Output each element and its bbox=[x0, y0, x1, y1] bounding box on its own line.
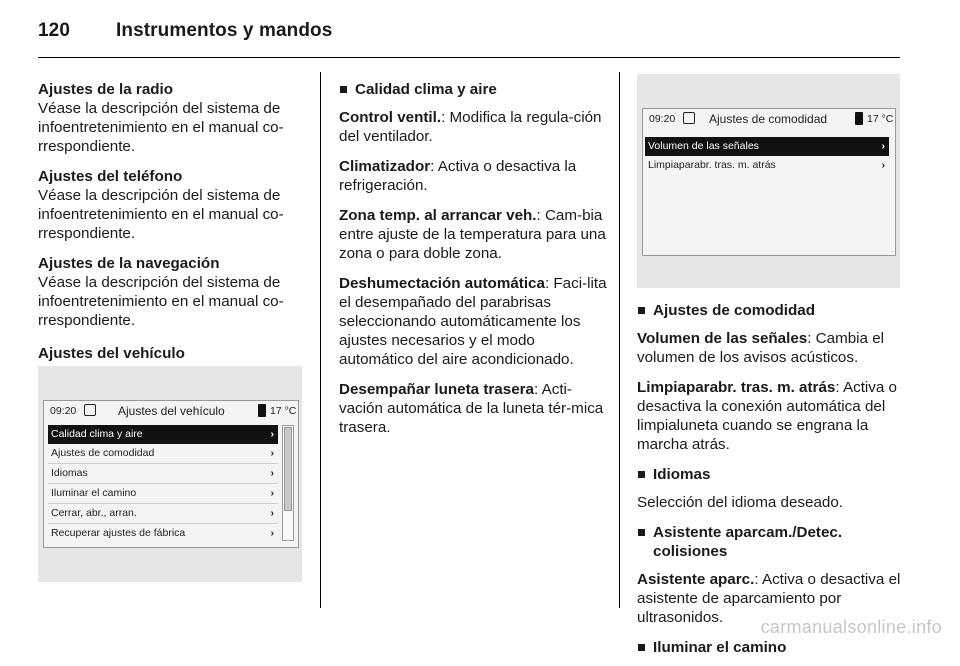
status-bar bbox=[44, 401, 298, 421]
menu-item-label: Calidad clima y aire bbox=[51, 428, 143, 440]
entry-desc: : Faci-lita el desempañado del parabrisas seleccionando automáticamente los ajustes necesarios y el modo automático del aire acondicionado. bbox=[339, 275, 607, 368]
menu-item-label: Ajustes de comodidad bbox=[51, 447, 155, 459]
menu-item[interactable] bbox=[48, 444, 278, 464]
entry-desc: : Cam-bia entre ajuste de la temperatura para una zona o para doble zona. bbox=[339, 207, 606, 262]
menu-item[interactable] bbox=[48, 504, 278, 524]
page-header bbox=[38, 20, 332, 42]
bullet-heading: Ajustes de comodidad bbox=[637, 301, 901, 320]
entry-desc: : Activa o desactiva la conexión automática del limpialuneta cuando se engrana la marcha atrás. bbox=[637, 379, 897, 453]
entry bbox=[637, 329, 901, 367]
scrollbar-thumb[interactable] bbox=[284, 427, 292, 511]
entry-term: Zona temp. al arrancar veh. bbox=[339, 207, 537, 224]
entry-desc: : Activa o desactiva la refrigeración. bbox=[339, 158, 577, 194]
menu-item[interactable] bbox=[645, 156, 889, 175]
entry-desc: Selección del idioma deseado. bbox=[637, 494, 844, 511]
section-text: Véase la descripción del sistema de infoentretenimiento en el manual co-rrespondiente. bbox=[38, 100, 284, 155]
page-number: 120 bbox=[38, 20, 71, 41]
bullet-heading: Calidad clima y aire bbox=[339, 80, 607, 99]
entry bbox=[339, 274, 607, 369]
section-text: Véase la descripción del sistema de infoentretenimiento en el manual co-rrespondiente. bbox=[38, 187, 284, 242]
entry-term: Deshumectación automática bbox=[339, 275, 545, 292]
chevron-right-icon: › bbox=[881, 159, 885, 171]
chevron-right-icon: › bbox=[881, 140, 885, 152]
display-screen bbox=[43, 400, 299, 548]
chevron-right-icon: › bbox=[270, 527, 274, 539]
section-heading: Ajustes del vehículo bbox=[38, 345, 185, 362]
chevron-right-icon: › bbox=[270, 428, 274, 440]
menu-item[interactable] bbox=[48, 464, 278, 484]
section-heading: Ajustes de la navegación bbox=[38, 255, 220, 272]
clock-mode-icon bbox=[84, 404, 96, 416]
column-3 bbox=[637, 301, 901, 666]
clock: 09:20 bbox=[50, 405, 77, 417]
section-heading: Ajustes del teléfono bbox=[38, 168, 183, 185]
menu-item-label: Recuperar ajustes de fábrica bbox=[51, 527, 186, 539]
entry-desc: : Acti-vación automática de la luneta tér-mica trasera. bbox=[339, 381, 604, 436]
column-1 bbox=[38, 80, 308, 374]
menu-item-label: Volumen de las señales bbox=[648, 140, 759, 152]
column-divider-2 bbox=[619, 72, 620, 608]
watermark: carmanualsonline.info bbox=[760, 617, 942, 637]
phone-icon bbox=[855, 112, 863, 125]
menu-item[interactable] bbox=[48, 484, 278, 504]
display-screen bbox=[642, 108, 896, 256]
entry bbox=[339, 157, 607, 195]
menu-item-label: Cerrar, abr., arran. bbox=[51, 507, 137, 519]
bullet-heading: Idiomas bbox=[637, 465, 901, 484]
menu-item-label: Idiomas bbox=[51, 467, 88, 479]
section-vehicle bbox=[38, 344, 308, 363]
status-bar bbox=[643, 109, 895, 129]
chevron-right-icon: › bbox=[270, 487, 274, 499]
entry-term: Desempañar luneta trasera bbox=[339, 381, 534, 398]
section-text: Véase la descripción del sistema de infoentretenimiento en el manual co-rrespondiente. bbox=[38, 274, 284, 329]
bullet-heading: Asistente aparcam./Detec. colisiones bbox=[637, 523, 901, 561]
column-divider-1 bbox=[320, 72, 321, 608]
menu-item-label: Iluminar el camino bbox=[51, 487, 137, 499]
clock: 09:20 bbox=[649, 113, 676, 125]
menu-item[interactable] bbox=[48, 524, 278, 543]
chevron-right-icon: › bbox=[270, 447, 274, 459]
entry bbox=[339, 206, 607, 263]
scrollbar[interactable] bbox=[282, 425, 294, 541]
menu-item[interactable] bbox=[645, 137, 889, 156]
entry-term: Limpiaparabr. tras. m. atrás bbox=[637, 379, 836, 396]
section-heading: Ajustes de la radio bbox=[38, 81, 174, 98]
entry-term: Climatizador bbox=[339, 158, 431, 175]
entry bbox=[637, 378, 901, 454]
clock-mode-icon bbox=[683, 112, 695, 124]
section-radio bbox=[38, 80, 308, 156]
phone-icon bbox=[258, 404, 266, 417]
entry bbox=[339, 380, 607, 437]
screen-title: Ajustes de comodidad bbox=[709, 112, 828, 126]
temperature: 17 °C bbox=[867, 113, 894, 125]
entry-desc: : Cambia el volumen de los avisos acústicos. bbox=[637, 330, 885, 366]
figure-vehicle-settings bbox=[38, 366, 302, 582]
figure-comfort-settings bbox=[637, 74, 900, 288]
entry-term: Asistente aparc. bbox=[637, 571, 755, 588]
header-divider bbox=[38, 57, 900, 58]
menu-item[interactable] bbox=[48, 425, 278, 444]
settings-menu bbox=[645, 137, 889, 175]
entry-term: Volumen de las señales bbox=[637, 330, 808, 347]
column-2 bbox=[339, 80, 607, 448]
screen-title: Ajustes del vehículo bbox=[118, 404, 225, 418]
chevron-right-icon: › bbox=[270, 467, 274, 479]
menu-item-label: Limpiaparabr. tras. m. atrás bbox=[648, 159, 776, 171]
section-navigation bbox=[38, 254, 308, 330]
settings-menu bbox=[48, 425, 278, 543]
temperature: 17 °C bbox=[270, 405, 297, 417]
entry-desc: : Activa o desactiva el asistente de aparcamiento por ultrasonidos. bbox=[637, 571, 901, 626]
entry-term: Control ventil. bbox=[339, 109, 442, 126]
page-title: Instrumentos y mandos bbox=[116, 20, 333, 41]
bullet-heading: Iluminar el camino bbox=[637, 638, 901, 657]
section-phone bbox=[38, 167, 308, 243]
chevron-right-icon: › bbox=[270, 507, 274, 519]
entry-desc: : Modifica la regula-ción del ventilador. bbox=[339, 109, 602, 145]
entry bbox=[339, 108, 607, 146]
